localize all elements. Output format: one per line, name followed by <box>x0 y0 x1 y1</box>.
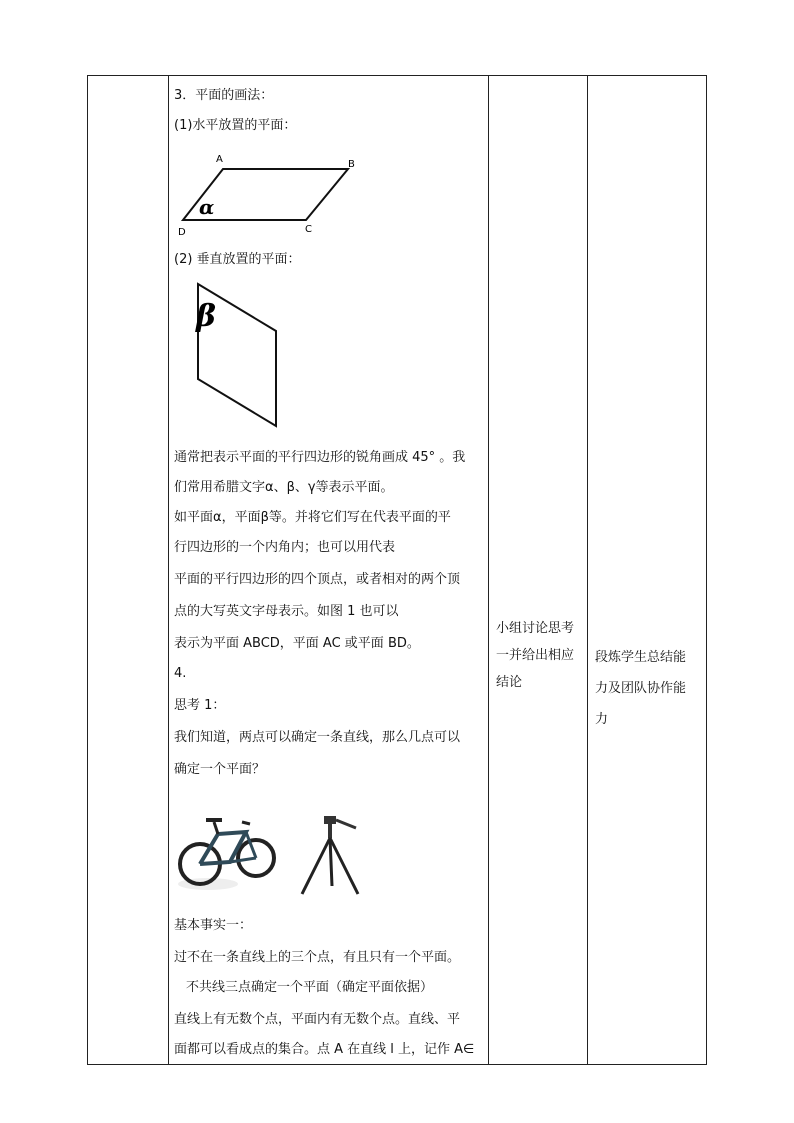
basic-fact-line-4: 面都可以看成点的集合。点 A 在直线 l 上，记作 A∈ <box>174 1042 475 1057</box>
column-divider-3 <box>587 76 588 1064</box>
activity-cell <box>496 615 588 696</box>
text-line-1: 通常把表示平面的平行四边形的锐角画成 45° 。我 <box>174 450 466 465</box>
text-line-6: 点的大写英文字母表示。如图 1 也可以 <box>174 604 399 619</box>
text-line-3: 如平面α，平面β等。并将它们写在代表平面的平 <box>174 510 451 525</box>
activity-line-2: 一并给出相应 <box>496 648 575 663</box>
basic-fact-line-1: 过不在一条直线上的三个点，有且只有一个平面。 <box>174 950 461 965</box>
vertex-label-b: B <box>348 159 355 170</box>
heading-4: 4. <box>174 666 187 681</box>
stage-cell <box>88 76 168 1064</box>
content-cell <box>168 76 488 1064</box>
lesson-table <box>87 75 707 1065</box>
activity-line-1: 小组讨论思考 <box>496 621 575 636</box>
activity-line-3: 结论 <box>496 675 523 690</box>
beta-symbol: β <box>196 299 216 334</box>
column-divider-2 <box>488 76 489 1064</box>
bicycle-illustration <box>178 806 278 896</box>
basic-fact-title: 基本事实一： <box>174 918 253 933</box>
subheading-vertical: (2) 垂直放置的平面： <box>174 252 301 267</box>
question-line-2: 确定一个平面？ <box>174 762 266 777</box>
think-label: 思考 1： <box>174 698 226 713</box>
subheading-horizontal: (1)水平放置的平面： <box>174 118 297 133</box>
vertical-plane-figure <box>168 276 288 436</box>
question-line-1: 我们知道，两点可以确定一条直线，那么几点可以 <box>174 730 461 745</box>
vertex-label-a: A <box>216 154 223 165</box>
text-line-4: 行四边形的一个内角内；也可以用代表 <box>174 540 396 555</box>
text-line-2: 们常用希腊文字α、β、γ等表示平面。 <box>174 480 394 495</box>
purpose-line-3: 力 <box>595 712 609 727</box>
tripod-illustration <box>296 814 366 896</box>
text-line-5: 平面的平行四边形的四个顶点，或者相对的两个顶 <box>174 572 461 587</box>
text-line-7: 表示为平面 ABCD，平面 AC 或平面 BD。 <box>174 636 420 651</box>
horizontal-plane-figure <box>168 148 358 238</box>
purpose-line-2: 力及团队协作能 <box>595 681 687 696</box>
alpha-symbol: α <box>199 195 215 219</box>
vertex-label-c: C <box>305 224 312 235</box>
basic-fact-line-3: 直线上有无数个点，平面内有无数个点。直线、平 <box>174 1012 461 1027</box>
basic-fact-line-2: 不共线三点确定一个平面（确定平面依据） <box>186 980 434 995</box>
vertex-label-d: D <box>178 227 186 238</box>
purpose-line-1: 段炼学生总结能 <box>595 650 687 665</box>
heading-3: 3．平面的画法： <box>174 88 274 103</box>
purpose-cell <box>595 642 705 735</box>
